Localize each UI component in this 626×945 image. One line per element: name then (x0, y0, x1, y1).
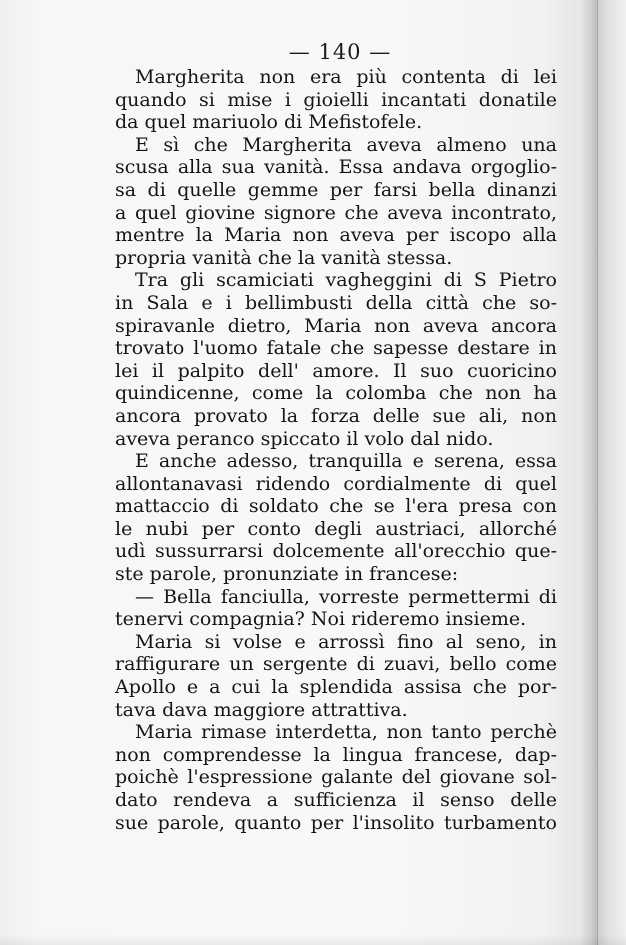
text-line: Tra gli scamiciati vagheggini di S Pietro (135, 269, 557, 292)
text-line: dato rendeva a sufficienza il senso delle (115, 789, 557, 811)
text-line: Margherita non era più contenta di lei (135, 66, 557, 88)
text-line: poichè l'espressione galante del giovane sol- (115, 766, 557, 789)
text-line: allontanavasi ridendo cordialmente di quel (115, 472, 557, 495)
text-line: le nubi per conto degli austriaci, allorché (115, 517, 557, 540)
text-line: tenervi compagnia? Noi rideremo insieme. (115, 608, 527, 631)
body-text (115, 66, 557, 834)
text-line: tava dava maggiore attrattiva. (115, 698, 408, 721)
text-line: scusa alla sua vanità. Essa andava orgoglio- (115, 156, 557, 179)
page-fold-shadow (580, 0, 598, 945)
text-line: in Sala e i bellimbusti della città che so- (115, 291, 557, 314)
text-line: quando si mise i gioielli incantati donatile (115, 88, 557, 111)
text-line: da quel mariuolo di Mefistofele. (115, 111, 423, 134)
text-line: udì sussurrarsi dolcemente all'orecchio que- (115, 540, 557, 563)
text-line: — Bella fanciulla, vorreste permettermi di (135, 585, 557, 608)
text-line: E anche adesso, tranquilla e serena, essa (135, 450, 557, 473)
text-line: sa di quelle gemme per farsi bella dinanzi (115, 178, 557, 201)
page-bottom-shadow (0, 935, 626, 945)
text-line: mattaccio di soldato che se l'era presa con (115, 495, 557, 518)
text-line: ancora provato la forza delle sue ali, non (115, 404, 557, 427)
text-line: quindicenne, come la colomba che non ha (115, 382, 557, 405)
text-line: mentre la Maria non aveva per iscopo alla (115, 224, 557, 247)
text-line: Maria si volse e arrossì fino al seno, in (135, 630, 557, 653)
text-line: trovato l'uomo fatale che sapesse destare in (115, 337, 557, 360)
text-line: aveva peranco spiccato il volo dal nido. (115, 427, 494, 450)
page-number: — 140 — (288, 40, 392, 64)
text-line: propria vanità che la vanità stessa. (115, 246, 453, 269)
text-line: ste parole, pronunziate in francese: (115, 563, 459, 586)
text-line: E sì che Margherita aveva almeno una (135, 133, 557, 156)
text-line: non comprendesse la lingua francese, dap- (115, 743, 557, 766)
text-line: sue parole, quanto per l'insolito turbamento (115, 811, 557, 834)
adjacent-page-edge (597, 0, 626, 945)
text-line: raffigurare un sergente di zuavi, bello come (115, 653, 557, 676)
text-line: spiravanle dietro, Maria non aveva ancora (115, 314, 557, 337)
text-line: Maria rimase interdetta, non tanto perchè (135, 721, 557, 744)
text-line: lei il palpito dell' amore. Il suo cuoricino (115, 359, 557, 382)
text-line: Apollo e a cui la splendida assisa che por- (115, 676, 557, 699)
text-line: a quel giovine signore che aveva incontrato, (115, 201, 557, 224)
